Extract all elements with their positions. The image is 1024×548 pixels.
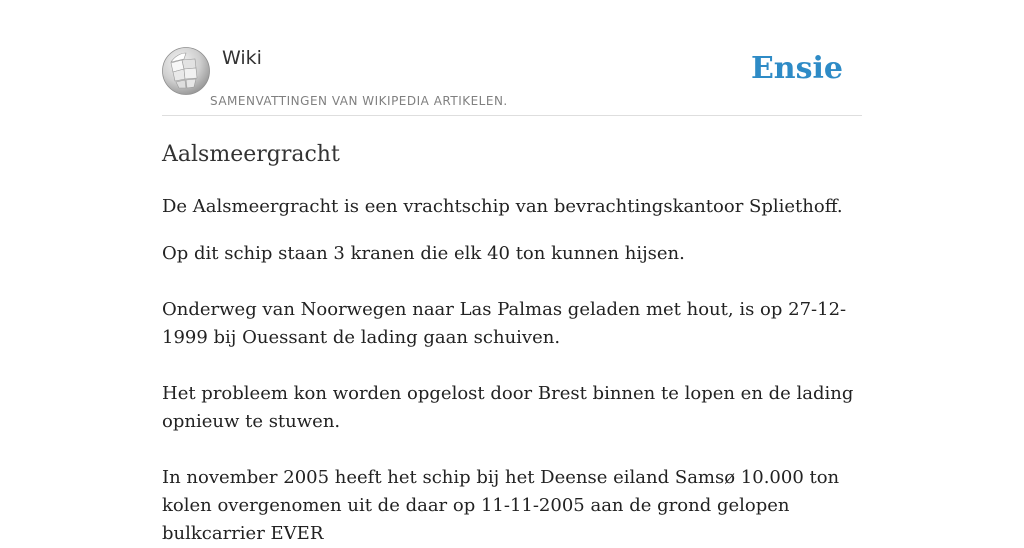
article-title: Aalsmeergracht [162,142,340,167]
article-paragraph: Op dit schip staan 3 kranen die elk 40 ton kunnen hijsen. [162,243,685,264]
site-tagline: SAMENVATTINGEN VAN WIKIPEDIA ARTIKELEN. [210,94,508,108]
page [162,0,862,544]
ensie-brand-link[interactable]: Ensie [750,51,843,86]
site-header [162,0,862,116]
article-paragraph: De Aalsmeergracht is een vrachtschip van bevrachtingskantoor Spliethoff. [162,196,843,217]
article-body [162,193,862,548]
article-paragraph: Onderweg van Noorwegen naar Las Palmas geladen met hout, is op 27-12-1999 bij Ouessant de lading gaan schuiven. [162,299,847,348]
site-name-link[interactable]: Wiki [222,47,262,69]
article-paragraph: Het probleem kon worden opgelost door Brest binnen te lopen en de lading opnieuw te stuwen. [162,383,854,432]
article-paragraph: In november 2005 heeft het schip bij het Deense eiland Samsø 10.000 ton kolen overgenomen uit de daar op 11-11-2005 aan de grond gelopen bulkcarrier EVER [162,467,840,544]
wikipedia-globe-icon[interactable] [162,47,210,95]
